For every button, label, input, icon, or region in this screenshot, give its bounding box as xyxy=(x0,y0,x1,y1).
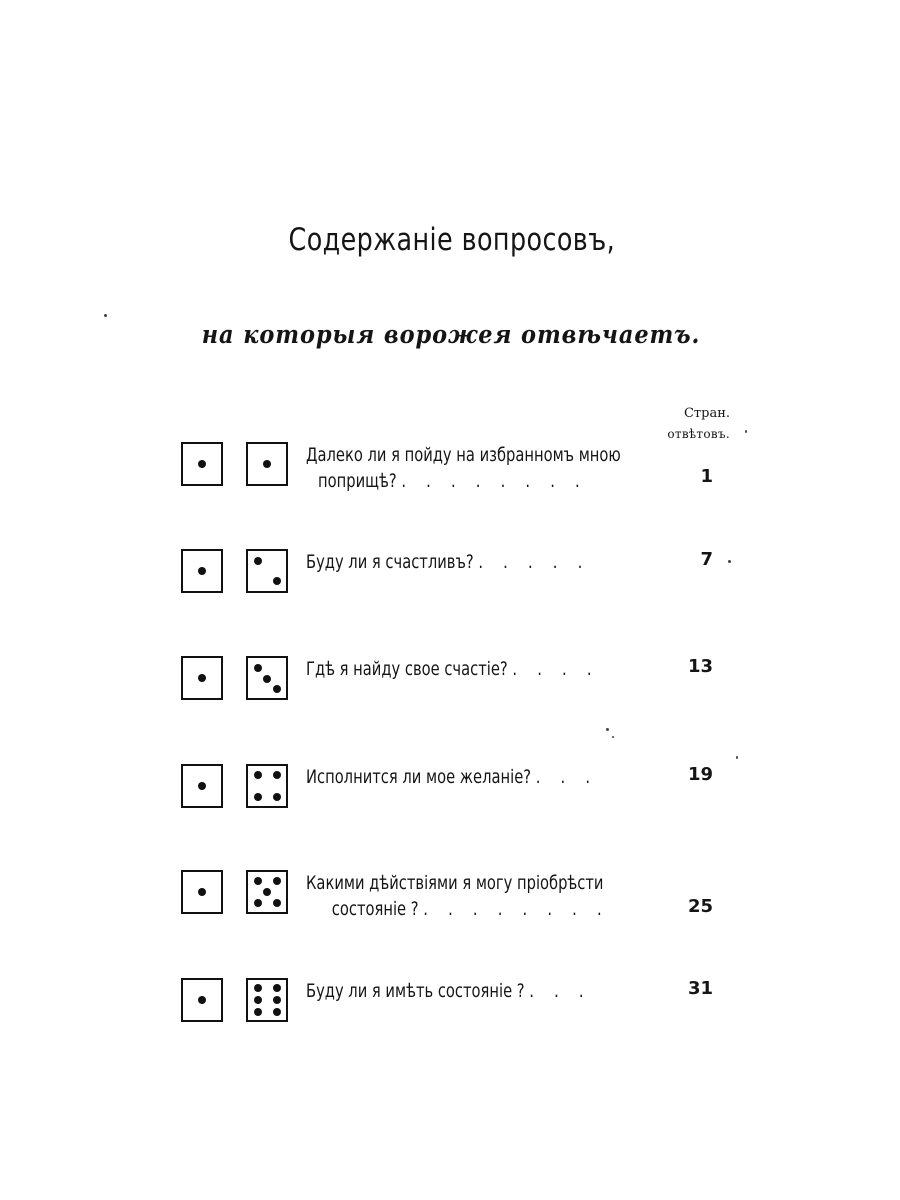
question-text xyxy=(306,442,621,494)
question-text xyxy=(306,978,616,1004)
question-line2 xyxy=(306,896,616,922)
die-pip xyxy=(254,984,262,992)
die-pip xyxy=(263,460,271,468)
page-number: 31 xyxy=(687,978,713,999)
question-line1 xyxy=(306,764,616,790)
dot-leaders: . . . xyxy=(529,980,592,1002)
die-icon xyxy=(181,656,223,700)
page-title: Содержаніе вопросовъ, xyxy=(288,222,616,258)
question-text xyxy=(306,764,616,790)
die-icon xyxy=(246,764,288,808)
question-text xyxy=(306,870,616,922)
question-line1-text: Гдѣ я найду свое счастіе? xyxy=(306,658,508,680)
scan-speck xyxy=(745,430,747,433)
die-pip xyxy=(254,664,262,672)
die-icon xyxy=(246,978,288,1022)
toc-entry xyxy=(178,442,723,498)
die-pip xyxy=(198,782,206,790)
page-column-header xyxy=(650,404,730,444)
question-line1-text: Буду ли я счастливъ? xyxy=(306,551,474,573)
question-line1 xyxy=(306,978,616,1004)
die-icon xyxy=(181,764,223,808)
die-pip xyxy=(273,793,281,801)
dot-leaders: . . . . . . . . xyxy=(401,470,588,492)
die-pip xyxy=(273,771,281,779)
question-line1-text: Буду ли я имѣть состояніе ? xyxy=(306,980,525,1002)
die-pip xyxy=(273,1008,281,1016)
die-pip xyxy=(273,899,281,907)
die-icon xyxy=(181,442,223,486)
page-subtitle: на которыя ворожея отвѣчаетъ. xyxy=(201,320,701,349)
die-pip xyxy=(254,793,262,801)
die-pip xyxy=(254,771,262,779)
toc-entry xyxy=(178,764,723,820)
die-pip xyxy=(198,888,206,896)
question-line1 xyxy=(306,549,616,575)
page-number: 25 xyxy=(687,896,713,917)
die-pip xyxy=(198,567,206,575)
die-pip xyxy=(254,557,262,565)
page-number: 7 xyxy=(700,549,713,570)
die-pip xyxy=(198,996,206,1004)
die-pip xyxy=(273,577,281,585)
die-icon xyxy=(246,442,288,486)
die-pip xyxy=(254,996,262,1004)
scan-speck xyxy=(736,756,738,759)
die-pip xyxy=(273,996,281,1004)
column-header-line2: отвѣтовъ. xyxy=(667,427,730,441)
die-icon xyxy=(181,549,223,593)
question-line1: Какими дѣйствіями я могу пріобрѣсти xyxy=(306,872,604,894)
page-number: 1 xyxy=(700,466,713,487)
toc-entry xyxy=(178,549,723,605)
page-number: 13 xyxy=(687,656,713,677)
die-icon xyxy=(246,870,288,914)
die-pip xyxy=(273,877,281,885)
dot-leaders: . . . . . . . . xyxy=(423,898,610,920)
die-pip xyxy=(273,984,281,992)
question-line1: Далеко ли я пойду на избранномъ мною xyxy=(306,444,621,466)
dot-leaders: . . . . . xyxy=(478,551,591,573)
column-header-line1: Стран. xyxy=(683,406,730,421)
die-icon xyxy=(181,870,223,914)
question-line2 xyxy=(306,468,616,494)
dot-leaders: . . . xyxy=(535,766,598,788)
die-pip xyxy=(198,674,206,682)
question-line2-text: состояніе ? xyxy=(331,898,419,920)
scan-speck xyxy=(606,728,609,731)
die-pip xyxy=(263,888,271,896)
scan-speck xyxy=(728,560,731,563)
die-pip xyxy=(198,460,206,468)
die-pip xyxy=(254,1008,262,1016)
die-pip xyxy=(273,685,281,693)
dot-leaders: . . . . xyxy=(512,658,600,680)
toc-entry xyxy=(178,870,723,926)
question-line2-text: поприщѣ? xyxy=(318,470,397,492)
scan-speck xyxy=(104,314,107,317)
question-text xyxy=(306,549,616,575)
toc-entry xyxy=(178,656,723,712)
scan-speck xyxy=(612,736,614,738)
question-text xyxy=(306,656,616,682)
die-pip xyxy=(263,675,271,683)
question-line1-text: Исполнится ли мое желаніе? xyxy=(306,766,532,788)
die-icon xyxy=(181,978,223,1022)
die-pip xyxy=(254,877,262,885)
page-number: 19 xyxy=(687,764,713,785)
die-icon xyxy=(246,549,288,593)
toc-entry xyxy=(178,978,723,1034)
die-icon xyxy=(246,656,288,700)
question-line1 xyxy=(306,656,616,682)
die-pip xyxy=(254,899,262,907)
